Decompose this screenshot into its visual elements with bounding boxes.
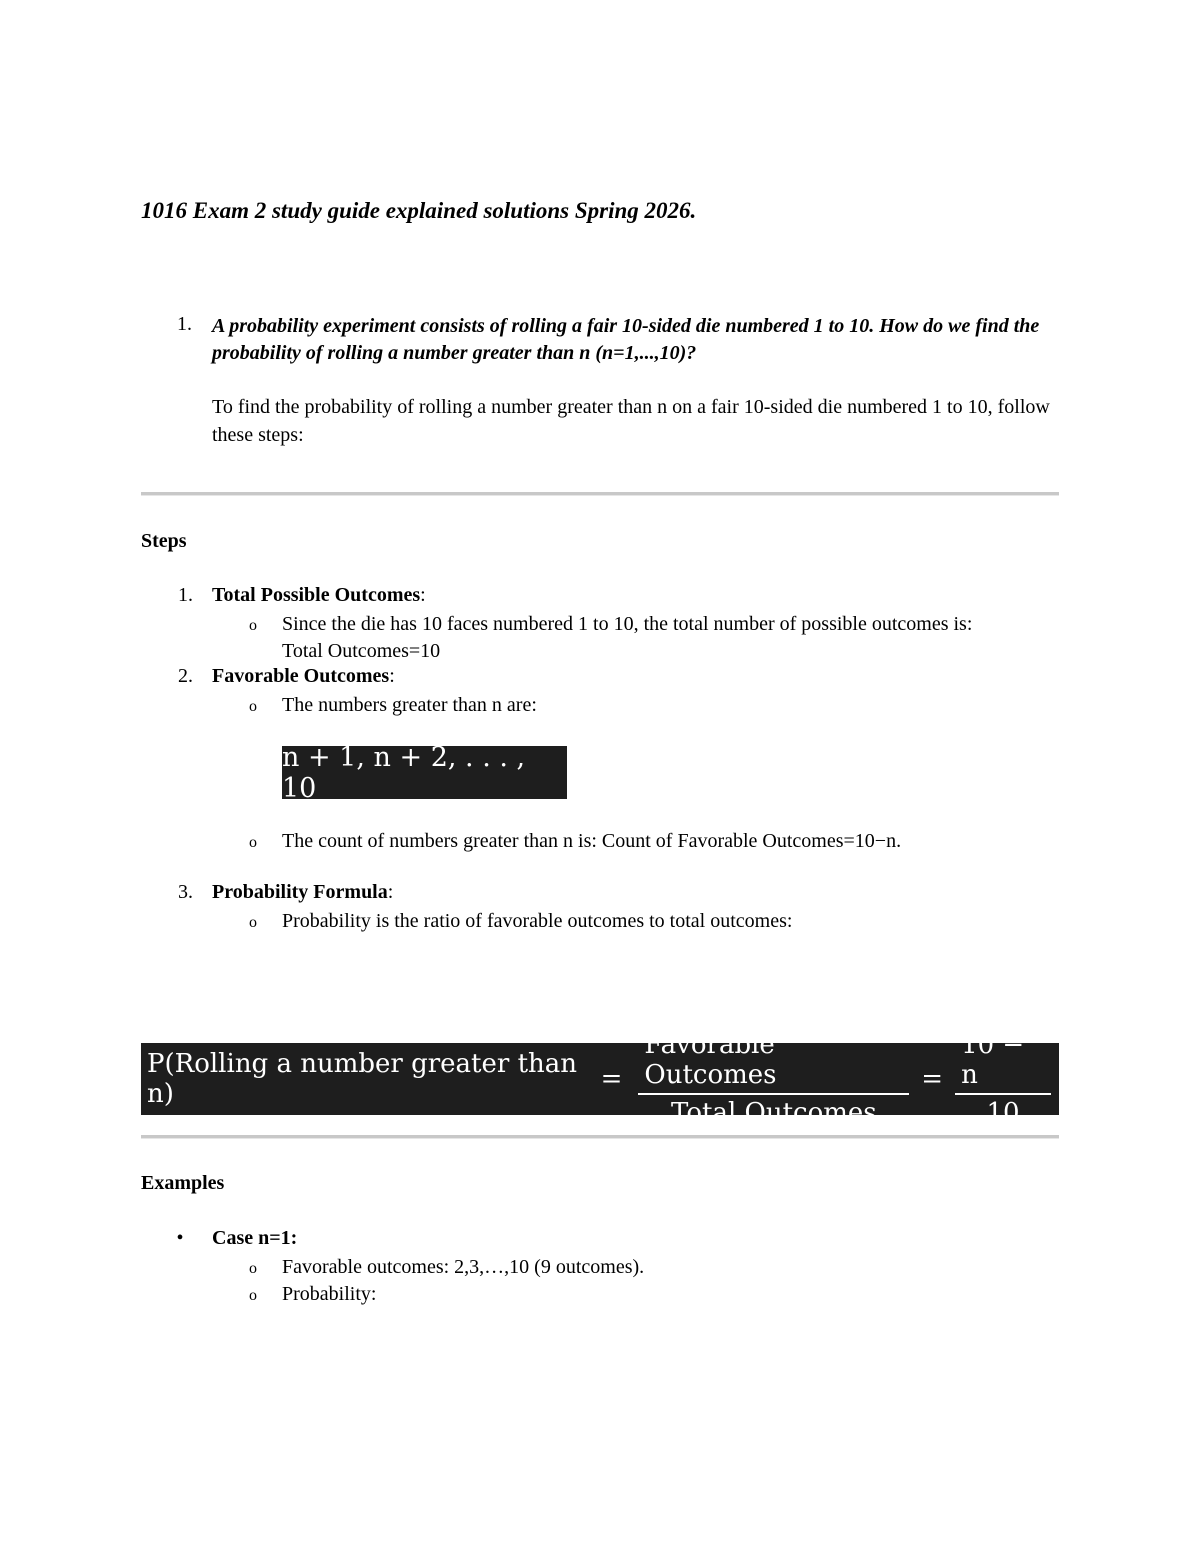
bullet-icon: •	[176, 1227, 184, 1249]
fraction-denominator: Total Outcomes	[671, 1098, 877, 1128]
step-label: Favorable Outcomes:	[212, 665, 395, 687]
formula-lhs: P(Rolling a number greater than n)	[147, 1049, 578, 1109]
sub-bullet-icon: o	[249, 698, 257, 715]
example-sub-text: Probability:	[282, 1283, 377, 1305]
example-sub-text: Favorable outcomes: 2,3,…,10 (9 outcomes).	[282, 1256, 645, 1278]
step-sub-text: Since the die has 10 faces numbered 1 to 10, the total number of possible outcomes is: Total Outcomes=10	[282, 613, 973, 662]
horizontal-rule	[141, 492, 1059, 496]
step-sub-text: The numbers greater than n are:	[282, 694, 537, 716]
fraction-numerator: 10 − n	[955, 1030, 1051, 1095]
document-title: 1016 Exam 2 study guide explained solutions Spring 2026.	[141, 198, 697, 223]
sub-bullet-icon: o	[249, 1287, 257, 1304]
sub-bullet-icon: o	[249, 1260, 257, 1277]
favorable-outcomes-math: n + 1, n + 2, . . . , 10	[282, 746, 567, 799]
formula-equals: =	[600, 1064, 623, 1094]
steps-heading: Steps	[141, 530, 187, 552]
step-sub-text: Probability is the ratio of favorable outcomes to total outcomes:	[282, 910, 793, 932]
question-intro: To find the probability of rolling a number greater than n on a fair 10-sided die numbered 1 to 10, follow these steps:	[212, 396, 1050, 446]
step-label: Probability Formula:	[212, 881, 394, 903]
examples-heading: Examples	[141, 1172, 225, 1194]
formula-fraction-2	[955, 1030, 1051, 1128]
case-label: Case n=1:	[212, 1227, 298, 1249]
step-sub-text: The count of numbers greater than n is: Count of Favorable Outcomes=10−n.	[282, 830, 902, 852]
step-number: 2.	[178, 665, 193, 687]
formula-equals: =	[921, 1064, 944, 1094]
question-text: A probability experiment consists of rolling a fair 10-sided die numbered 1 to 10. How do we find the probability of rolling a number greater than n (n=1,...,10)?	[212, 315, 1040, 364]
fraction-numerator: Favorable Outcomes	[638, 1030, 909, 1095]
question-number: 1.	[177, 313, 192, 335]
step-number: 1.	[178, 584, 193, 606]
formula-fraction-1	[638, 1030, 909, 1128]
sub-bullet-icon: o	[249, 914, 257, 931]
sub-bullet-icon: o	[249, 617, 257, 634]
step-label: Total Possible Outcomes:	[212, 584, 426, 606]
probability-formula	[141, 1030, 1059, 1128]
horizontal-rule	[141, 1135, 1059, 1139]
step-number: 3.	[178, 881, 193, 903]
fraction-denominator: 10	[986, 1098, 1020, 1128]
sub-bullet-icon: o	[249, 834, 257, 851]
